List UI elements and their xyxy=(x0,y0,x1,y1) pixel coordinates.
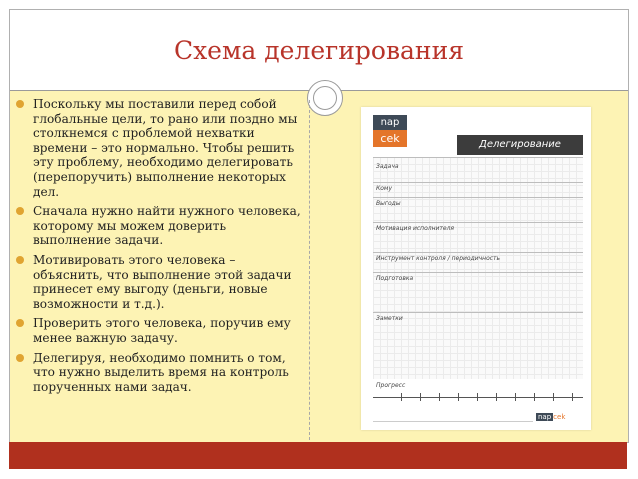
progress-scale xyxy=(373,382,583,406)
bullet-dot-icon xyxy=(16,354,24,362)
form-field-label: Кому xyxy=(376,185,393,192)
form-field-label: Заметки xyxy=(376,315,403,322)
title-divider-ornament xyxy=(307,80,343,116)
progress-tick xyxy=(458,393,459,401)
progress-tick xyxy=(439,393,440,401)
bullet-dot-icon xyxy=(16,207,24,215)
bullet-text: Проверить этого человека, поручив ему менее важную задачу. xyxy=(33,316,291,345)
progress-tick xyxy=(515,393,516,401)
form-row-line xyxy=(373,272,583,273)
form-field-label: Задача xyxy=(376,163,399,170)
progress-tick xyxy=(401,393,402,401)
bullet-dot-icon xyxy=(16,256,24,264)
progress-tick xyxy=(496,393,497,401)
progress-axis xyxy=(373,397,583,398)
bullet-dot-icon xyxy=(16,319,24,327)
form-field-label: Выгоды xyxy=(376,200,401,207)
form-footer-line xyxy=(373,421,533,422)
bullet-item xyxy=(14,316,304,345)
form-field-label: Мотивация исполнителя xyxy=(376,225,455,232)
form-row-line xyxy=(373,312,583,313)
bullet-item xyxy=(14,97,304,199)
footer-logo-b: cek xyxy=(553,413,566,421)
progress-tick xyxy=(477,393,478,401)
progress-tick xyxy=(420,393,421,401)
form-field-label: Инструмент контроля / периодичность xyxy=(376,255,501,262)
title-area xyxy=(10,10,628,91)
bullet-item xyxy=(14,204,304,248)
bullet-text: Делегируя, необходимо помнить о том, что нужно выделить время на контроль порученных нами задач. xyxy=(33,350,289,394)
form-grid xyxy=(373,157,583,379)
column-divider xyxy=(309,100,310,440)
form-row-line xyxy=(373,197,583,198)
form-title: Делегирование xyxy=(457,135,583,155)
bullet-list xyxy=(14,97,304,399)
logo-top-text: nap xyxy=(373,115,407,130)
bullet-text: Сначала нужно найти нужного человека, которому мы можем доверить выполнение задачи. xyxy=(33,204,301,248)
form-row-line xyxy=(373,157,583,158)
logo-bottom-text: cek xyxy=(373,130,407,147)
form-row-line xyxy=(373,182,583,183)
bullet-text: Мотивировать этого человека – объяснить, что выполнение этой задачи принесет ему выгоду (деньги, новые возможности и т.д.). xyxy=(33,252,292,311)
progress-tick xyxy=(572,393,573,401)
bullet-text: Поскольку мы поставили перед собой глобальные цели, то рано или поздно мы столкнемся с проблемой нехватки времени – это нормально. Чтобы решить эту проблему, необходимо делегировать (перепоручить) выполнение некоторых дел. xyxy=(33,97,298,199)
ornament-inner-circle xyxy=(313,86,337,110)
bullet-item xyxy=(14,351,304,395)
progress-tick xyxy=(534,393,535,401)
slide-title: Схема делегирования xyxy=(173,36,465,65)
bullet-item xyxy=(14,253,304,311)
form-row-line xyxy=(373,222,583,223)
napcek-logo xyxy=(373,115,407,147)
footer-logo xyxy=(536,412,584,422)
progress-tick xyxy=(553,393,554,401)
form-field-label: Подготовка xyxy=(376,275,414,282)
progress-label: Прогресс xyxy=(376,382,406,389)
footer-logo-a: nap xyxy=(538,413,552,421)
form-row-line xyxy=(373,252,583,253)
delegation-form-image xyxy=(361,107,591,430)
bullet-dot-icon xyxy=(16,100,24,108)
bottom-bar xyxy=(9,442,627,469)
